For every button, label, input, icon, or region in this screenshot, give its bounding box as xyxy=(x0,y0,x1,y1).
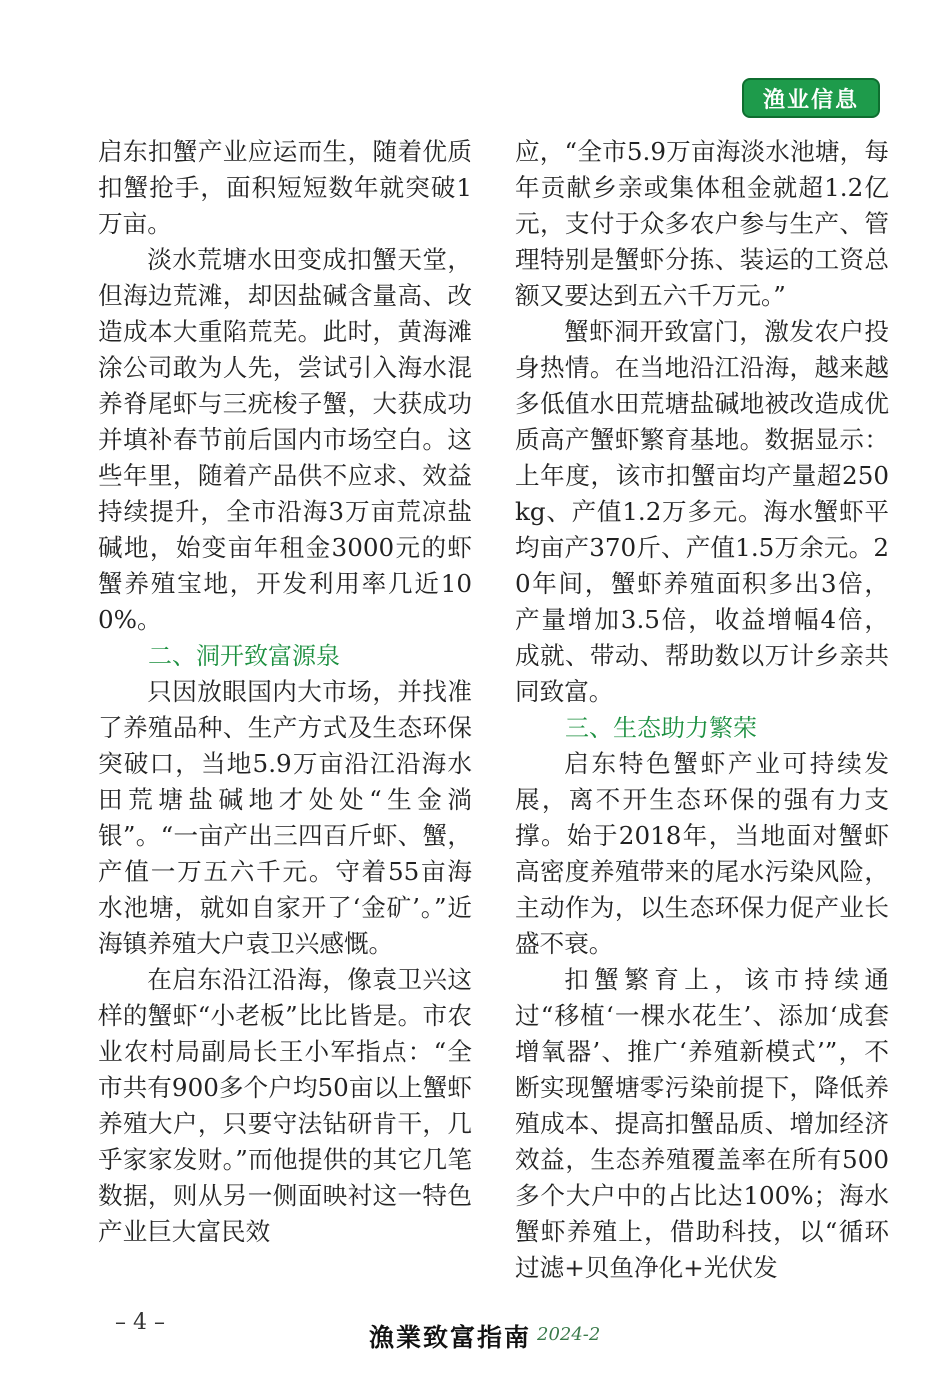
article-column-right xyxy=(515,134,889,1286)
paragraph: 启东特色蟹虾产业可持续发展，离不开生态环保的强有力支撑。始于2018年，当地面对蟹虾高密度养殖带来的尾水污染风险，主动作为，以生态环保力促产业长盛不衰。 xyxy=(515,749,889,958)
paragraph: 只因放眼国内大市场，并找准了养殖品种、生产方式及生态环保突破口，当地5.9万亩沿江沿海水田荒塘盐碱地才处处“生金淌银”。“一亩产出三四百斤虾、蟹，产值一万五六千元。守着55亩海水池塘，就如自家开了‘金矿’。”近海镇养殖大户袁卫兴感慨。 xyxy=(98,677,472,958)
section-heading: 二、洞开致富源泉 xyxy=(148,642,340,670)
paragraph: 在启东沿江沿海，像袁卫兴这样的蟹虾“小老板”比比皆是。市农业农村局副局长王小军指点：“全市共有900多个户均50亩以上蟹虾养殖大户，只要守法钻研肯干，几乎家家发财。”而他提供的其它几笔数据，则从另一侧面映衬这一特色产业巨大富民效 xyxy=(98,965,472,1246)
article-column-left xyxy=(98,134,472,1250)
issue-number: 2024-2 xyxy=(537,1324,601,1345)
section-heading: 三、生态助力繁荣 xyxy=(565,714,757,742)
magazine-title: 漁業致富指南 xyxy=(369,1323,532,1352)
paragraph: 淡水荒塘水田变成扣蟹天堂，但海边荒滩，却因盐碱含量高、改造成本大重陷荒芜。此时，黄海滩涂公司敢为人先，尝试引入海水混养脊尾虾与三疣梭子蟹，大获成功并填补春节前后国内市场空白。这些年里，随着产品供不应求、效益持续提升，全市沿海3万亩荒凉盐碱地，始变亩年租金3000元的虾蟹养殖宝地，开发利用率几近100%。 xyxy=(98,245,472,634)
paragraph: 蟹虾洞开致富门，激发农户投身热情。在当地沿江沿海，越来越多低值水田荒塘盐碱地被改造成优质高产蟹虾繁育基地。数据显示：上年度，该市扣蟹亩均产量超250kg、产值1.2万多元。海水蟹虾平均亩产370斤、产值1.5万余元。20年间，蟹虾养殖面积多出3倍，产量增加3.5倍，收益增幅4倍，成就、带动、帮助数以万计乡亲共同致富。 xyxy=(515,317,889,706)
paragraph: 启东扣蟹产业应运而生，随着优质扣蟹抢手，面积短短数年就突破1万亩。 xyxy=(98,137,472,238)
section-badge-label: 渔业信息 xyxy=(762,87,859,113)
section-badge xyxy=(742,78,880,118)
paragraph: 扣蟹繁育上，该市持续通过“移植‘一棵水花生’、添加‘成套增氧器’、推广‘养殖新模式’”，不断实现蟹塘零污染前提下，降低养殖成本、提高扣蟹品质、增加经济效益，生态养殖覆盖率在所有500多个大户中的占比达100%；海水蟹虾养殖上，借助科技，以“循环过滤+贝鱼净化+光伏发 xyxy=(515,965,889,1282)
page-number: – 4 – xyxy=(115,1310,165,1335)
paragraph: 应，“全市5.9万亩海淡水池塘，每年贡献乡亲或集体租金就超1.2亿元，支付于众多农户参与生产、管理特别是蟹虾分拣、装运的工资总额又要达到五六千万元。” xyxy=(515,137,889,310)
